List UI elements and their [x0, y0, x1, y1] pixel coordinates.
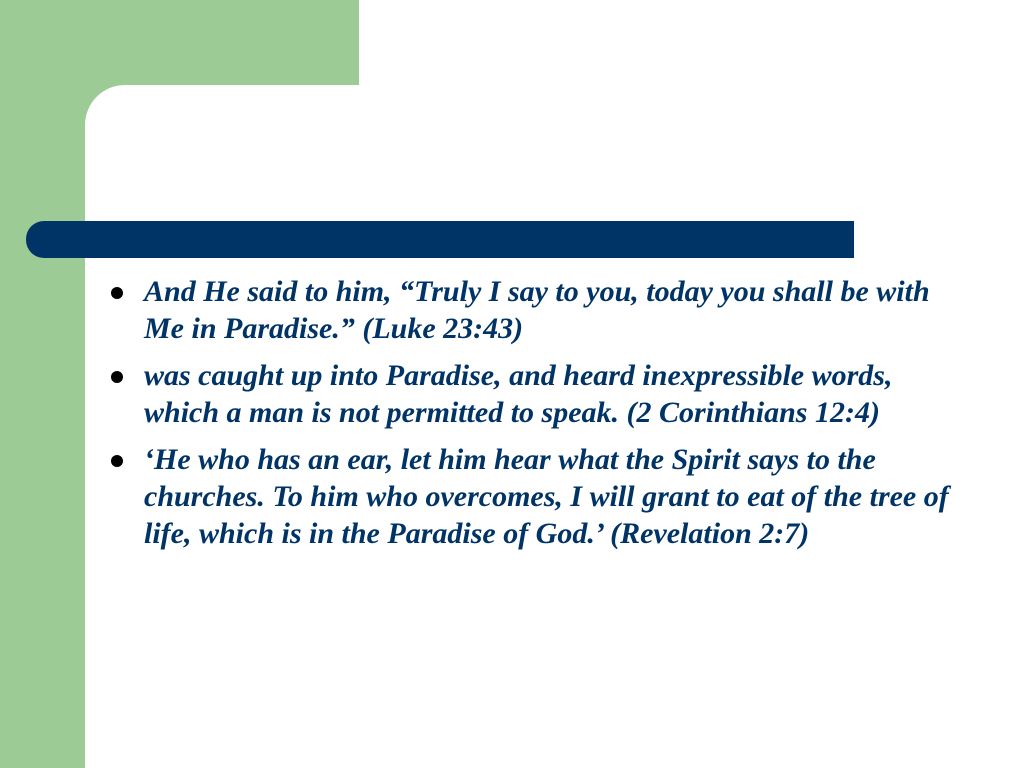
- bullet-item: [108, 357, 958, 431]
- bullet-text: was caught up into Paradise, and heard inexpressible words, which a man is not permitted to speak. (2 Corinthians 12:4): [144, 359, 893, 429]
- bullet-item: [108, 441, 958, 552]
- bullet-dot-icon: [111, 371, 123, 383]
- bullet-list: [108, 273, 958, 562]
- bullet-dot-icon: [111, 455, 123, 467]
- bullet-item: [108, 273, 958, 347]
- title-bar: [26, 221, 854, 258]
- bullet-text: And He said to him, “Truly I say to you, today you shall be with Me in Paradise.” (Luke 23:43): [144, 275, 930, 345]
- bullet-dot-icon: [111, 287, 123, 299]
- bullet-text: ‘He who has an ear, let him hear what the Spirit says to the churches. To him who overcomes, I will grant to eat of the tree of life, which is in the Paradise of God.’ (Revelation 2:7): [144, 443, 949, 550]
